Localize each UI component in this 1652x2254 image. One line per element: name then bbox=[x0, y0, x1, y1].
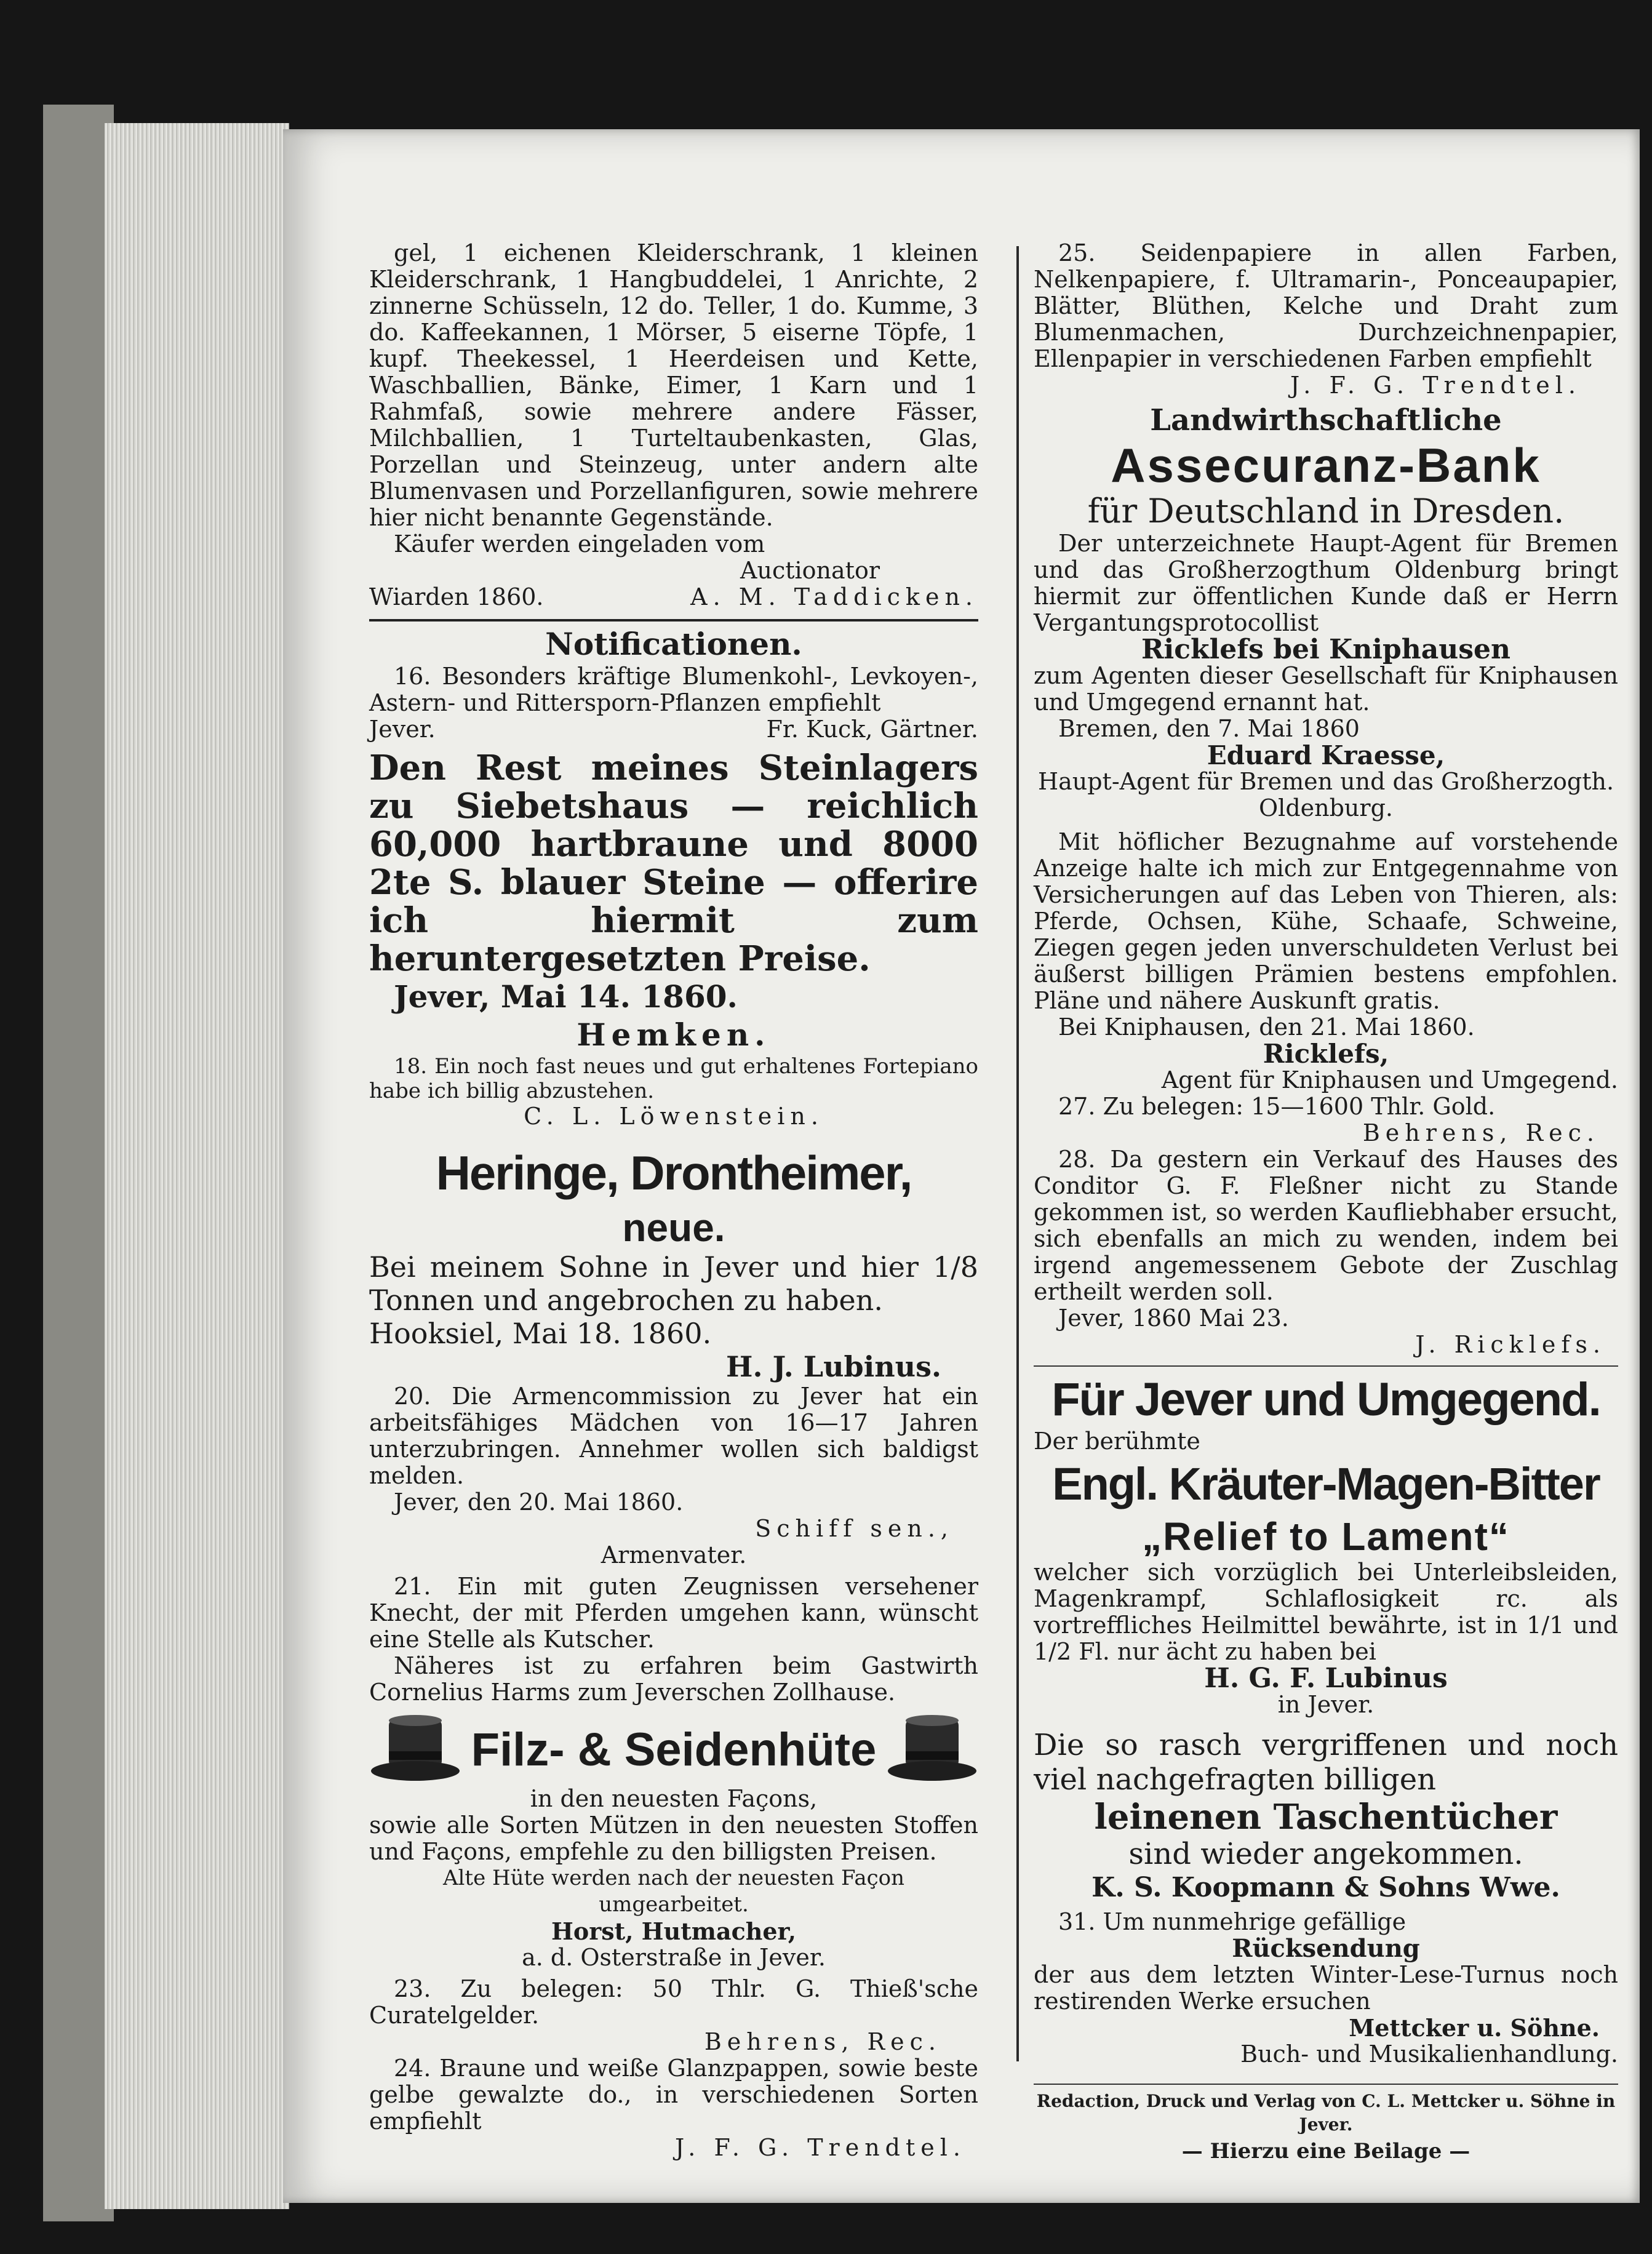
ad23-sign: Behrens, Rec. bbox=[704, 2028, 941, 2055]
ad28-sign: J. Ricklefs. bbox=[1415, 1331, 1606, 1358]
top-hat-icon bbox=[369, 1713, 461, 1786]
ad-bank-text3: Mit höflicher Bezugnahme auf vorstehende Anzeige halte ich mich zur Entgegennahme von Versicherungen auf das Leben von Thieren, als: Pferde, Ochsen, Kühe, Schaafe, Schweine, Ziegen gegen jeden unverschuldeten Verlust bei äußerst billigen Prämien bestens empfohlen. Pläne und nähere Auskunft gratis. bbox=[1034, 828, 1618, 1014]
ad28-date: Jever, 1860 Mai 23. bbox=[1058, 1305, 1289, 1332]
ad-bitter-text: welcher sich vorzüglich bei Unterleibsleiden, Magenkrampf, Schlaflosigkeit rc. als vortreffliches Heilmittel bewährte, ist in 1/1 und 1/2 Fl. nur ächt zu haben bei bbox=[1034, 1559, 1618, 1665]
supplement-note: — Hierzu eine Beilage — bbox=[1181, 2139, 1470, 2164]
column-rule bbox=[1016, 246, 1019, 2061]
ad-herring-sign: H. J. Lubinus. bbox=[726, 1350, 941, 1383]
ad-bank-date1: Bremen, den 7. Mai 1860 bbox=[1058, 715, 1360, 742]
auction-footer bbox=[369, 584, 978, 610]
ad-bank-role1: Haupt-Agent für Bremen und das Großherzogth. Oldenburg. bbox=[1037, 768, 1614, 821]
auction-role: Auctionator bbox=[740, 557, 880, 584]
book-board bbox=[43, 105, 114, 2221]
auction-place: Wiarden 1860. bbox=[369, 583, 544, 610]
ad27-sign: Behrens, Rec. bbox=[1362, 1119, 1600, 1146]
ad27-text: 27. Zu belegen: 15—1600 Thlr. Gold. bbox=[1058, 1093, 1496, 1120]
ad-bank-sign2: Ricklefs, bbox=[1263, 1039, 1389, 1069]
ad-stones-date: Jever, Mai 14. 1860. bbox=[394, 978, 738, 1015]
left-column bbox=[369, 240, 978, 2161]
ad-herring-sub: neue. bbox=[622, 1205, 725, 1250]
ad25-sign: J. F. G. Trendtel. bbox=[1290, 372, 1581, 399]
ad-hats-text: sowie alle Sorten Mützen in den neuesten Stoffen und Façons, empfehle zu den billigsten Preisen. bbox=[369, 1812, 978, 1865]
ad18-sign: C. L. Löwenstein. bbox=[524, 1103, 824, 1130]
ad16-text: 16. Besonders kräftige Blumenkohl-, Levkoyen-, Astern- und Rittersporn-Pflanzen empfiehlt bbox=[369, 663, 978, 716]
ad-herring-text: Bei meinem Sohne in Jever und hier 1/8 Tonnen und angebrochen zu haben. bbox=[369, 1250, 978, 1317]
ad-hats-addr: a. d. Osterstraße in Jever. bbox=[522, 1944, 826, 1971]
ad24-text: 24. Braune und weiße Glanzpappen, sowie beste gelbe gewalzte do., in verschiedenen Sorten empfiehlt bbox=[369, 2055, 978, 2135]
ad28-text: 28. Da gestern ein Verkauf des Hauses des Conditor G. F. Fleßner nicht zu Stande gekommen ist, so werden Kaufliebhaber ersucht, sich ebenfalls an mich zu wenden, indem bei irgend angemessenem Gebote der Zuschlag ertheilt werden soll. bbox=[1034, 1146, 1618, 1305]
ad24-sign: J. F. G. Trendtel. bbox=[675, 2134, 966, 2161]
ad-bank-text1: Der unterzeichnete Haupt-Agent für Bremen und das Großherzogthum Oldenburg bringt hiermit zur öffentlichen Kunde daß er Herrn Vergantungsprotocollist bbox=[1034, 530, 1618, 636]
ad31-sign: Mettcker u. Söhne. bbox=[1349, 2014, 1600, 2042]
ad31-role: Buch- und Musikalienhandlung. bbox=[1240, 2040, 1618, 2068]
ad-linen-text1: Die so rasch vergriffenen und noch viel nachgefragten billigen bbox=[1034, 1728, 1618, 1797]
ad21-more: Näheres ist zu erfahren beim Gastwirth Cornelius Harms zum Jeverschen Zollhause. bbox=[369, 1652, 978, 1706]
ad-linen-sign: K. S. Koopmann & Sohns Wwe. bbox=[1091, 1872, 1560, 1903]
ad-stones-sign: Hemken. bbox=[577, 1017, 771, 1053]
section-rule bbox=[369, 619, 978, 621]
ad31-text2: der aus dem letzten Winter-Lese-Turnus noch restirenden Werke ersuchen bbox=[1034, 1961, 1618, 2015]
ad-hats-line1: in den neuesten Façons, bbox=[530, 1785, 818, 1812]
ad-bank-date2: Bei Kniphausen, den 21. Mai 1860. bbox=[1058, 1013, 1475, 1041]
ad-bitter-pre: Der berühmte bbox=[1034, 1428, 1200, 1455]
ad-bank-text2: zum Agenten dieser Gesellschaft für Kniphausen und Umgegend ernannt hat. bbox=[1034, 662, 1618, 716]
ad31-bold: Rücksendung bbox=[1232, 1934, 1420, 1963]
imprint-rule bbox=[1034, 2084, 1618, 2085]
ad-herring-footer bbox=[369, 1317, 978, 1350]
top-hat-icon bbox=[886, 1713, 978, 1786]
ad16-place: Jever. bbox=[369, 716, 436, 743]
imprint: Redaction, Druck und Verlag von C. L. Mettcker u. Söhne in Jever. bbox=[1036, 2091, 1616, 2135]
ad-linen-text2: leinenen Taschentücher bbox=[1094, 1797, 1558, 1837]
ad-herring-date: Hooksiel, Mai 18. 1860. bbox=[369, 1317, 712, 1350]
ad-bank-sign1: Eduard Kraesse, bbox=[1207, 740, 1445, 770]
hats-header bbox=[369, 1713, 978, 1786]
ad21-text: 21. Ein mit guten Zeugnissen versehener Knecht, der mit Pferden umgehen kann, wünscht eine Stelle als Kutscher. bbox=[369, 1573, 978, 1653]
auction-text: gel, 1 eichenen Kleiderschrank, 1 kleinen Kleiderschrank, 1 Hangbuddelei, 1 Anrichte, 2 zinnerne Schüsseln, 12 do. Teller, 1 do. Kumme, 3 do. Kaffeekannen, 1 Mörser, 5 eiserne Töpfe, 1 kupf. Theekessel, 1 Heerdeisen und Kette, Waschballien, Bänke, Eimer, 1 Karn und 1 Rahmfaß, sowie mehrere andere Fässer, Milchballien, 1 Turteltaubenkasten, Glas, Porzellan und Steinzeug, unter andern alte Blumenvasen und Porzellanfiguren, sowie mehrere hier nicht benannte Gegenstände. bbox=[369, 239, 978, 531]
ad18-text: 18. Ein noch fast neues und gut erhaltenes Fortepiano habe ich billig abzustehen. bbox=[369, 1054, 978, 1103]
ad20-role: Armenvater. bbox=[601, 1541, 747, 1569]
ad-bank-title1: Landwirthschaftliche bbox=[1150, 403, 1502, 438]
ad-herring-title: Heringe, Drontheimer, bbox=[436, 1146, 912, 1200]
notifications-heading: Notificationen. bbox=[545, 626, 802, 662]
ad-hats-line2: Alte Hüte werden nach der neuesten Façon umgearbeitet. bbox=[442, 1866, 905, 1917]
auction-name: A. M. Taddicken. bbox=[690, 583, 978, 610]
ad20-sign: Schiff sen., bbox=[755, 1515, 954, 1542]
ad16-sign: Fr. Kuck, Gärtner. bbox=[766, 716, 978, 743]
ad25-text: 25. Seidenpapiere in allen Farben, Nelkenpapiere, f. Ultramarin-, Ponceaupapier, Blätter, Blüthen, Kelche und Draht zum Blumenmachen, Durchzeichnenpapier, Ellenpapier in verschiedenen Farben empfiehlt bbox=[1034, 239, 1618, 372]
ad-bitter-quote: „Relief to Lament“ bbox=[1142, 1514, 1510, 1559]
ad-bank-title3: für Deutschland in Dresden. bbox=[1087, 492, 1565, 530]
ad23-text: 23. Zu belegen: 50 Thlr. G. Thieß'sche Curatelgelder. bbox=[369, 1975, 978, 2029]
ad-bank-title2: Assecuranz-Bank bbox=[1111, 438, 1541, 492]
ad20-date: Jever, den 20. Mai 1860. bbox=[394, 1489, 684, 1516]
ad-hats-sign: Horst, Hutmacher, bbox=[551, 1917, 797, 1945]
ad31-text: 31. Um nunmehrige gefällige bbox=[1058, 1908, 1407, 1935]
ad-bank-agent: Ricklefs bei Kniphausen bbox=[1141, 634, 1511, 665]
ad16-footer bbox=[369, 716, 978, 743]
right-column bbox=[1034, 240, 1618, 2166]
ad-hats-title: Filz- & Seidenhüte bbox=[471, 1723, 877, 1776]
auction-invite: Käufer werden eingeladen vom bbox=[394, 530, 765, 558]
ad-bitter-title: Für Jever und Umgegend. bbox=[1051, 1373, 1600, 1426]
ad-bitter-place: in Jever. bbox=[1277, 1691, 1375, 1718]
ad20-text: 20. Die Armencommission zu Jever hat ein arbeitsfähiges Mädchen von 16—17 Jahren unterzubringen. Annehmer wollen sich baldigst melden. bbox=[369, 1383, 978, 1489]
ad-bitter-name: Engl. Kräuter-Magen-Bitter bbox=[1052, 1458, 1600, 1509]
ad-bitter-sign: H. G. F. Lubinus bbox=[1204, 1663, 1448, 1694]
ad-linen-text3: sind wieder angekommen. bbox=[1128, 1837, 1523, 1871]
ad-stones-text: Den Rest meines Steinlagers zu Siebetshaus — reichlich 60,000 hartbraune und 8000 2te S. blauer Steine — offerire ich hiermit zum heruntergesetzten Preise. bbox=[369, 748, 978, 979]
ad-bank-role2: Agent für Kniphausen und Umgegend. bbox=[1161, 1066, 1618, 1093]
section-rule bbox=[1034, 1365, 1618, 1367]
page-edges bbox=[105, 123, 289, 2209]
